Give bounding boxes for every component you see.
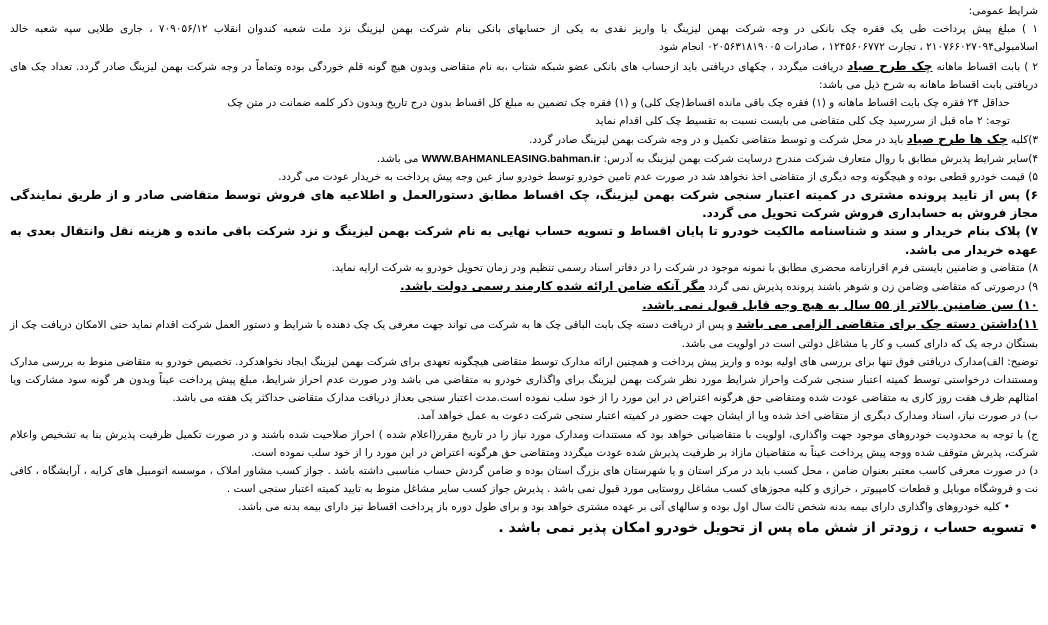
clause-2-emphasis: چک طرح صیاد: [847, 58, 933, 73]
clause-6: ۶) پس از تایید پرونده مشتری در کمیته اعتبار سنجی شرکت بهمن لیزینگ، چک اقساط مطابق دستورالعمل و اطلاعیه های فروش توسط متقاضی صادر و از طریق نمایندگی مجاز فروش به حسابداری فروش شرکت تحویل می گردد.: [10, 188, 1038, 221]
clause-4-end: می باشد.: [376, 152, 422, 165]
final-note-settlement: • تسویه حساب ، زودتر از شش ماه پس از تحویل خودرو امکان پذیر نمی باشد .: [498, 519, 1038, 536]
clause-7: ۷) پلاک بنام خریدار و سند و شناسنامه مالکیت خودرو تا پایان اقساط و تسویه حساب نهایی به نام شرکت بهمن لیزینگ و نزد شرکت باقی مانده و هزینه نقل وانتقال بعدی به عهده خریدار می باشد.: [10, 224, 1038, 257]
note-insurance: • کلیه خودروهای واگذاری دارای بیمه بدنه شخص ثالث سال اول بوده و سالهای آتی بر عهده مشتری خواهد بود و برای طول دوره باز پرداخت اقساط نیز دارای بیمه بدنه می باشد.: [238, 501, 1010, 514]
clause-11: [10, 315, 1038, 352]
website-link[interactable]: WWW.BAHMANLEASING.bahman.ir: [421, 152, 601, 165]
clause-9: [10, 277, 1038, 296]
clause-3-emphasis: چک ها طرح صیاد: [906, 132, 1008, 147]
note-c: ج) با توجه به محدودیت خودروهای موجود جهت واگذاری، اولویت با متقاضیانی خواهد بود که مستندات ومدارک مورد نیاز را در تاریخ مقرر(اعلام شده ) احراز صلاحیت شده باشند و در صورت تکمیل ظرفیت پذیرش بنا به تشخیص واعلام شرکت، پذیرش متوقف شده ووجه پیش پرداخت عیناً به متقاضیان مازاد بر ظرفیت پذیرش شده عودت میگردد ومتقاضی حق هرگونه اعتراض در این مورد را از خود سلب نموده است.: [10, 428, 1038, 459]
clause-8: ۸) متقاضی و ضامنین بایستی فرم اقرارنامه محضری مطابق با نمونه موجود در شرکت را در دفاتر اسناد رسمی تنظیم ودر زمان تحویل خودرو به شرکت ارایه نماید.: [331, 261, 1038, 274]
clause-10-emphasis: ۱۰) سن ضامنین بالاتر از ۵۵ سال به هیچ وجه قابل قبول نمی باشد.: [642, 298, 1038, 313]
clause-11-emphasis: ۱۱)داشتن دسته چک برای متقاضی الزامی می باشد: [736, 317, 1038, 332]
clause-10: [10, 296, 1038, 315]
note-d: د) در صورت معرفی کاسب معتبر بعنوان ضامن ، محل کسب باید در مرکز استان و یا شهرستان های بزرگ استان بوده و ضامن گردش حساب مناسبی داشته باشد . جواز کسب مشاور املاک ، موسسه اتومبیل های کرایه ، آرایشگاه ، کافی نت و فروشگاه موبایل و قطعات کامپیوتر ، خرازی و کلیه مجوزهای کسب مشاغل روستایی مورد قبول نمی باشد . پذیرش جواز کسب سایر مشاغل منوط به تایید کمیته اعتبار سنجی است .: [10, 465, 1038, 496]
clause-9-body: ۹) درصورتی که متقاضی وضامن زن و شوهر باشند پرونده پذیرش نمی گردد: [705, 281, 1038, 294]
clause-4-intro: ۴)سایر شرایط پذیرش مطابق با روال متعارف شرکت مندرج درسایت شرکت بهمن لیزینگ به آدرس:: [600, 152, 1038, 165]
clause-3: [10, 130, 1038, 149]
clause-2: [10, 57, 1038, 94]
note-b: ب) در صورت نیاز، اسناد ومدارک دیگری از متقاضی اخذ شده ویا از ایشان جهت حضور در کمیته اعتبار سنجی شرکت دعوت به عمل خواهد آمد.: [416, 410, 1038, 423]
clause-2-intro: ۲ ) بابت اقساط ماهانه: [932, 60, 1038, 73]
clause-2-body: دریافت میگردد ، چکهای دریافتی باید ازحساب های بانکی عضو شبکه شتاب ،به نام متقاضی وبدون هیچ گونه قلم خوردگی بوده وتماماً در وجه شرکت بهمن لیزینگ صادر گردد. تعداد چک های دریافتی بابت اقساط ماهانه به شرح ذیل می باشد:: [10, 60, 1038, 91]
clause-11-body: و پس از دریافت دسته چک بابت الباقی چک ها به شرکت می تواند جهت معرفی یک چک دهنده با شرایط و دستور العمل شرکت اقدام نماید حتی الامکان دریافت چک از بستگان درجه یک که دارای کسب و کار یا مشاغل دولتی است در اولویت می باشد.: [10, 319, 1038, 350]
note-a: توضیح: الف)مدارک دریافتی فوق تنها برای بررسی های اولیه بوده و واریز پیش پرداخت و همچنین ارائه مدارک توسط متقاضی هیچگونه تعهدی برای شرکت بهمن لیزینگ ایجاد نخواهدکرد. تخصیص خودرو به متقاضی منوط به بررسی مدارک ومستندات درخواستی توسط کمیته اعتبار سنجی شرکت واحراز شرایط مورد نظر شرکت بهمن لیزینگ برای واگذاری خودرو به متقاضی می باشد ودر صورت عدم احراز شرایط، مبلغ پیش پرداخت عیناً وبدون هر گونه سود مشارکت ویا امثالهم ظرف هفت روز کاری به متقاضی عودت شده ومتقاضی حق هرگونه اعتراض در این مورد را از خود سلب نموده است.مدت اعتبار سنجی بعداز دریافت مدارک متقاضی حداکثر یک هفته می باشد.: [10, 355, 1038, 405]
clause-1: ۱ ) مبلغ پیش پرداخت طی یک فقره چک بانکی در وجه شرکت بهمن لیزینگ یا واریز نقدی به یکی از حسابهای بانکی بنام شرکت بهمن لیزینگ نزد ملت شعبه کندوان انقلاب ۷۰۹۰۵۶/۱۲ ، جاری طلایی سپه شعبه خالد اسلامبولی۲۱۰۷۶۶۰۲۷۰۹۴ ، تجارت ۱۲۴۵۶۰۶۷۷۲ ، صادرات ۰۲۰۵۶۳۱۸۱۹۰۰۵ انجام شود: [10, 23, 1038, 54]
clause-2-note: توجه: ۲ ماه قبل از سررسید چک کلی متقاضی می بایست نسبت به تقسیط چک کلی اقدام نماید: [595, 115, 1010, 128]
clause-5: ۵) قیمت خودرو قطعی بوده و هیچگونه وجه دیگری از متقاضی اخذ نخواهد شد در صورت عدم تامین خودرو توسط خودرو ساز عین وجه پیش پرداخت به خریدار عودت می گردد.: [278, 170, 1038, 183]
clause-2-minimum: حداقل ۲۴ فقره چک بابت اقساط ماهانه و (۱) فقره چک باقی مانده اقساط(چک کلی) و (۱) فقره چک تضمین به مبلغ کل اقساط بدون درج تاریخ وبدون ذکر کلمه ضمانت در متن چک: [227, 97, 1010, 110]
heading-general-conditions: شرایط عمومی:: [968, 5, 1038, 17]
clause-3-body: باید در محل شرکت و توسط متقاضی تکمیل و در وجه شرکت بهمن لیزینگ صادر گردد.: [529, 134, 907, 147]
clause-4: [10, 150, 1038, 168]
clause-9-emphasis: مگر آنکه ضامن ارائه شده کارمند رسمی دولت باشد.: [400, 279, 706, 294]
clause-3-intro: ۳)کلیه: [1007, 134, 1038, 147]
